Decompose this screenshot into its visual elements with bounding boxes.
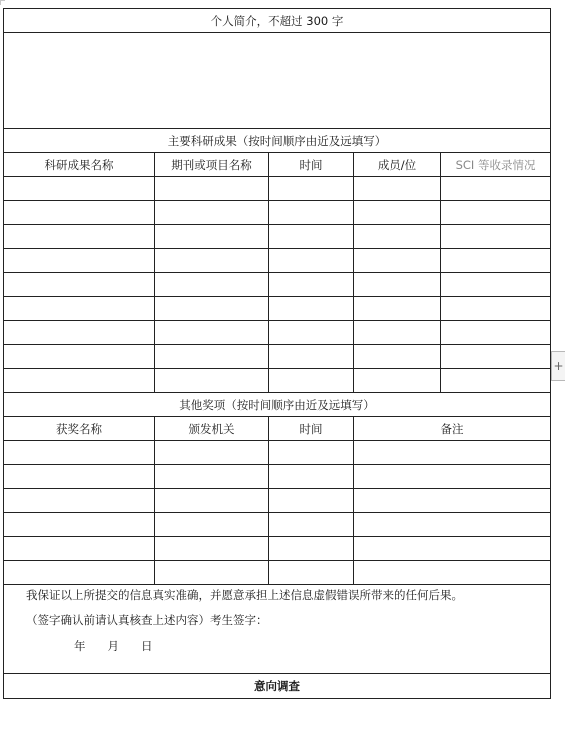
research-cell[interactable] xyxy=(155,249,269,273)
intro-text-area[interactable] xyxy=(4,33,551,129)
research-row xyxy=(4,177,551,201)
pledge-date xyxy=(74,638,175,654)
awards-row xyxy=(4,561,551,585)
research-row xyxy=(4,297,551,321)
pledge-row xyxy=(4,585,551,674)
awards-cell[interactable] xyxy=(4,489,155,513)
research-row xyxy=(4,201,551,225)
research-row xyxy=(4,369,551,393)
research-cell[interactable] xyxy=(269,225,354,249)
research-cell[interactable] xyxy=(441,249,551,273)
research-cell[interactable] xyxy=(441,225,551,249)
research-cell[interactable] xyxy=(269,201,354,225)
research-cell[interactable] xyxy=(354,201,441,225)
intro-title: 个人简介，不超过 300 字 xyxy=(4,9,551,33)
research-cell[interactable] xyxy=(155,201,269,225)
awards-cell[interactable] xyxy=(4,441,155,465)
awards-cell[interactable] xyxy=(155,561,269,585)
awards-cell[interactable] xyxy=(354,513,551,537)
research-cell[interactable] xyxy=(269,345,354,369)
awards-cell[interactable] xyxy=(269,513,354,537)
research-cell[interactable] xyxy=(155,273,269,297)
awards-column-headers xyxy=(4,417,551,441)
research-cell[interactable] xyxy=(441,177,551,201)
research-row xyxy=(4,321,551,345)
awards-row xyxy=(4,441,551,465)
pledge-day-label: 日 xyxy=(141,639,153,653)
awards-cell[interactable] xyxy=(155,513,269,537)
research-cell[interactable] xyxy=(4,297,155,321)
awards-cell[interactable] xyxy=(4,465,155,489)
awards-cell[interactable] xyxy=(269,537,354,561)
research-cell[interactable] xyxy=(155,177,269,201)
research-cell[interactable] xyxy=(269,273,354,297)
application-form-table xyxy=(3,8,551,699)
research-cell[interactable] xyxy=(4,249,155,273)
research-cell[interactable] xyxy=(441,201,551,225)
research-title: 主要科研成果（按时间顺序由近及远填写） xyxy=(4,129,551,153)
awards-col-remarks: 备注 xyxy=(354,417,551,441)
research-cell[interactable] xyxy=(269,297,354,321)
awards-cell[interactable] xyxy=(155,489,269,513)
research-cell[interactable] xyxy=(155,345,269,369)
awards-header-row xyxy=(4,393,551,417)
awards-row xyxy=(4,465,551,489)
research-cell[interactable] xyxy=(4,201,155,225)
research-col-rank: 成员/位 xyxy=(354,153,441,177)
intro-body-row xyxy=(4,33,551,129)
research-cell[interactable] xyxy=(354,369,441,393)
awards-cell[interactable] xyxy=(354,465,551,489)
awards-cell[interactable] xyxy=(269,441,354,465)
research-cell[interactable] xyxy=(354,177,441,201)
research-cell[interactable] xyxy=(269,369,354,393)
research-cell[interactable] xyxy=(4,321,155,345)
research-cell[interactable] xyxy=(4,177,155,201)
research-cell[interactable] xyxy=(269,249,354,273)
awards-cell[interactable] xyxy=(155,537,269,561)
add-row-button[interactable]: + xyxy=(551,351,565,381)
awards-title: 其他奖项（按时间顺序由近及远填写） xyxy=(4,393,551,417)
research-cell[interactable] xyxy=(441,345,551,369)
research-cell[interactable] xyxy=(155,297,269,321)
research-cell[interactable] xyxy=(269,321,354,345)
research-cell[interactable] xyxy=(354,297,441,321)
page-corner-mark xyxy=(0,0,5,5)
research-cell[interactable] xyxy=(155,321,269,345)
research-cell[interactable] xyxy=(4,345,155,369)
research-col-achievement: 科研成果名称 xyxy=(4,153,155,177)
research-cell[interactable] xyxy=(269,177,354,201)
awards-cell[interactable] xyxy=(4,537,155,561)
research-cell[interactable] xyxy=(155,369,269,393)
awards-cell[interactable] xyxy=(4,513,155,537)
survey-header-row xyxy=(4,674,551,699)
research-row xyxy=(4,345,551,369)
research-row xyxy=(4,225,551,249)
research-column-headers xyxy=(4,153,551,177)
pledge-year-label: 年 xyxy=(74,639,86,653)
research-cell[interactable] xyxy=(441,321,551,345)
research-col-sci: SCI 等收录情况 xyxy=(441,153,551,177)
research-cell[interactable] xyxy=(441,369,551,393)
research-row xyxy=(4,249,551,273)
research-cell[interactable] xyxy=(354,345,441,369)
awards-cell[interactable] xyxy=(155,441,269,465)
awards-row xyxy=(4,489,551,513)
awards-cell[interactable] xyxy=(354,561,551,585)
research-cell[interactable] xyxy=(354,249,441,273)
awards-cell[interactable] xyxy=(354,537,551,561)
research-row xyxy=(4,273,551,297)
awards-cell[interactable] xyxy=(269,489,354,513)
research-cell[interactable] xyxy=(354,273,441,297)
research-header-row xyxy=(4,129,551,153)
awards-col-name: 获奖名称 xyxy=(4,417,155,441)
awards-cell[interactable] xyxy=(4,561,155,585)
research-cell[interactable] xyxy=(441,297,551,321)
research-cell[interactable] xyxy=(354,225,441,249)
research-cell[interactable] xyxy=(354,321,441,345)
awards-cell[interactable] xyxy=(354,441,551,465)
intro-header-row xyxy=(4,9,551,33)
awards-row xyxy=(4,537,551,561)
research-col-journal: 期刊或项目名称 xyxy=(155,153,269,177)
survey-title: 意向调查 xyxy=(4,674,551,699)
pledge-signature-label: （签字确认前请认真核查上述内容）考生签字： xyxy=(26,613,268,627)
awards-col-issuer: 颁发机关 xyxy=(155,417,269,441)
awards-cell[interactable] xyxy=(269,465,354,489)
awards-cell[interactable] xyxy=(155,465,269,489)
research-cell[interactable] xyxy=(4,369,155,393)
research-cell[interactable] xyxy=(4,273,155,297)
pledge-block xyxy=(4,585,551,674)
research-col-time: 时间 xyxy=(269,153,354,177)
pledge-month-label: 月 xyxy=(107,639,119,653)
research-cell[interactable] xyxy=(155,225,269,249)
research-cell[interactable] xyxy=(441,273,551,297)
research-cell[interactable] xyxy=(4,225,155,249)
awards-col-time: 时间 xyxy=(269,417,354,441)
pledge-statement: 我保证以上所提交的信息真实准确，并愿意承担上述信息虚假错误所带来的任何后果。 xyxy=(26,588,463,602)
awards-cell[interactable] xyxy=(269,561,354,585)
awards-row xyxy=(4,513,551,537)
awards-cell[interactable] xyxy=(354,489,551,513)
